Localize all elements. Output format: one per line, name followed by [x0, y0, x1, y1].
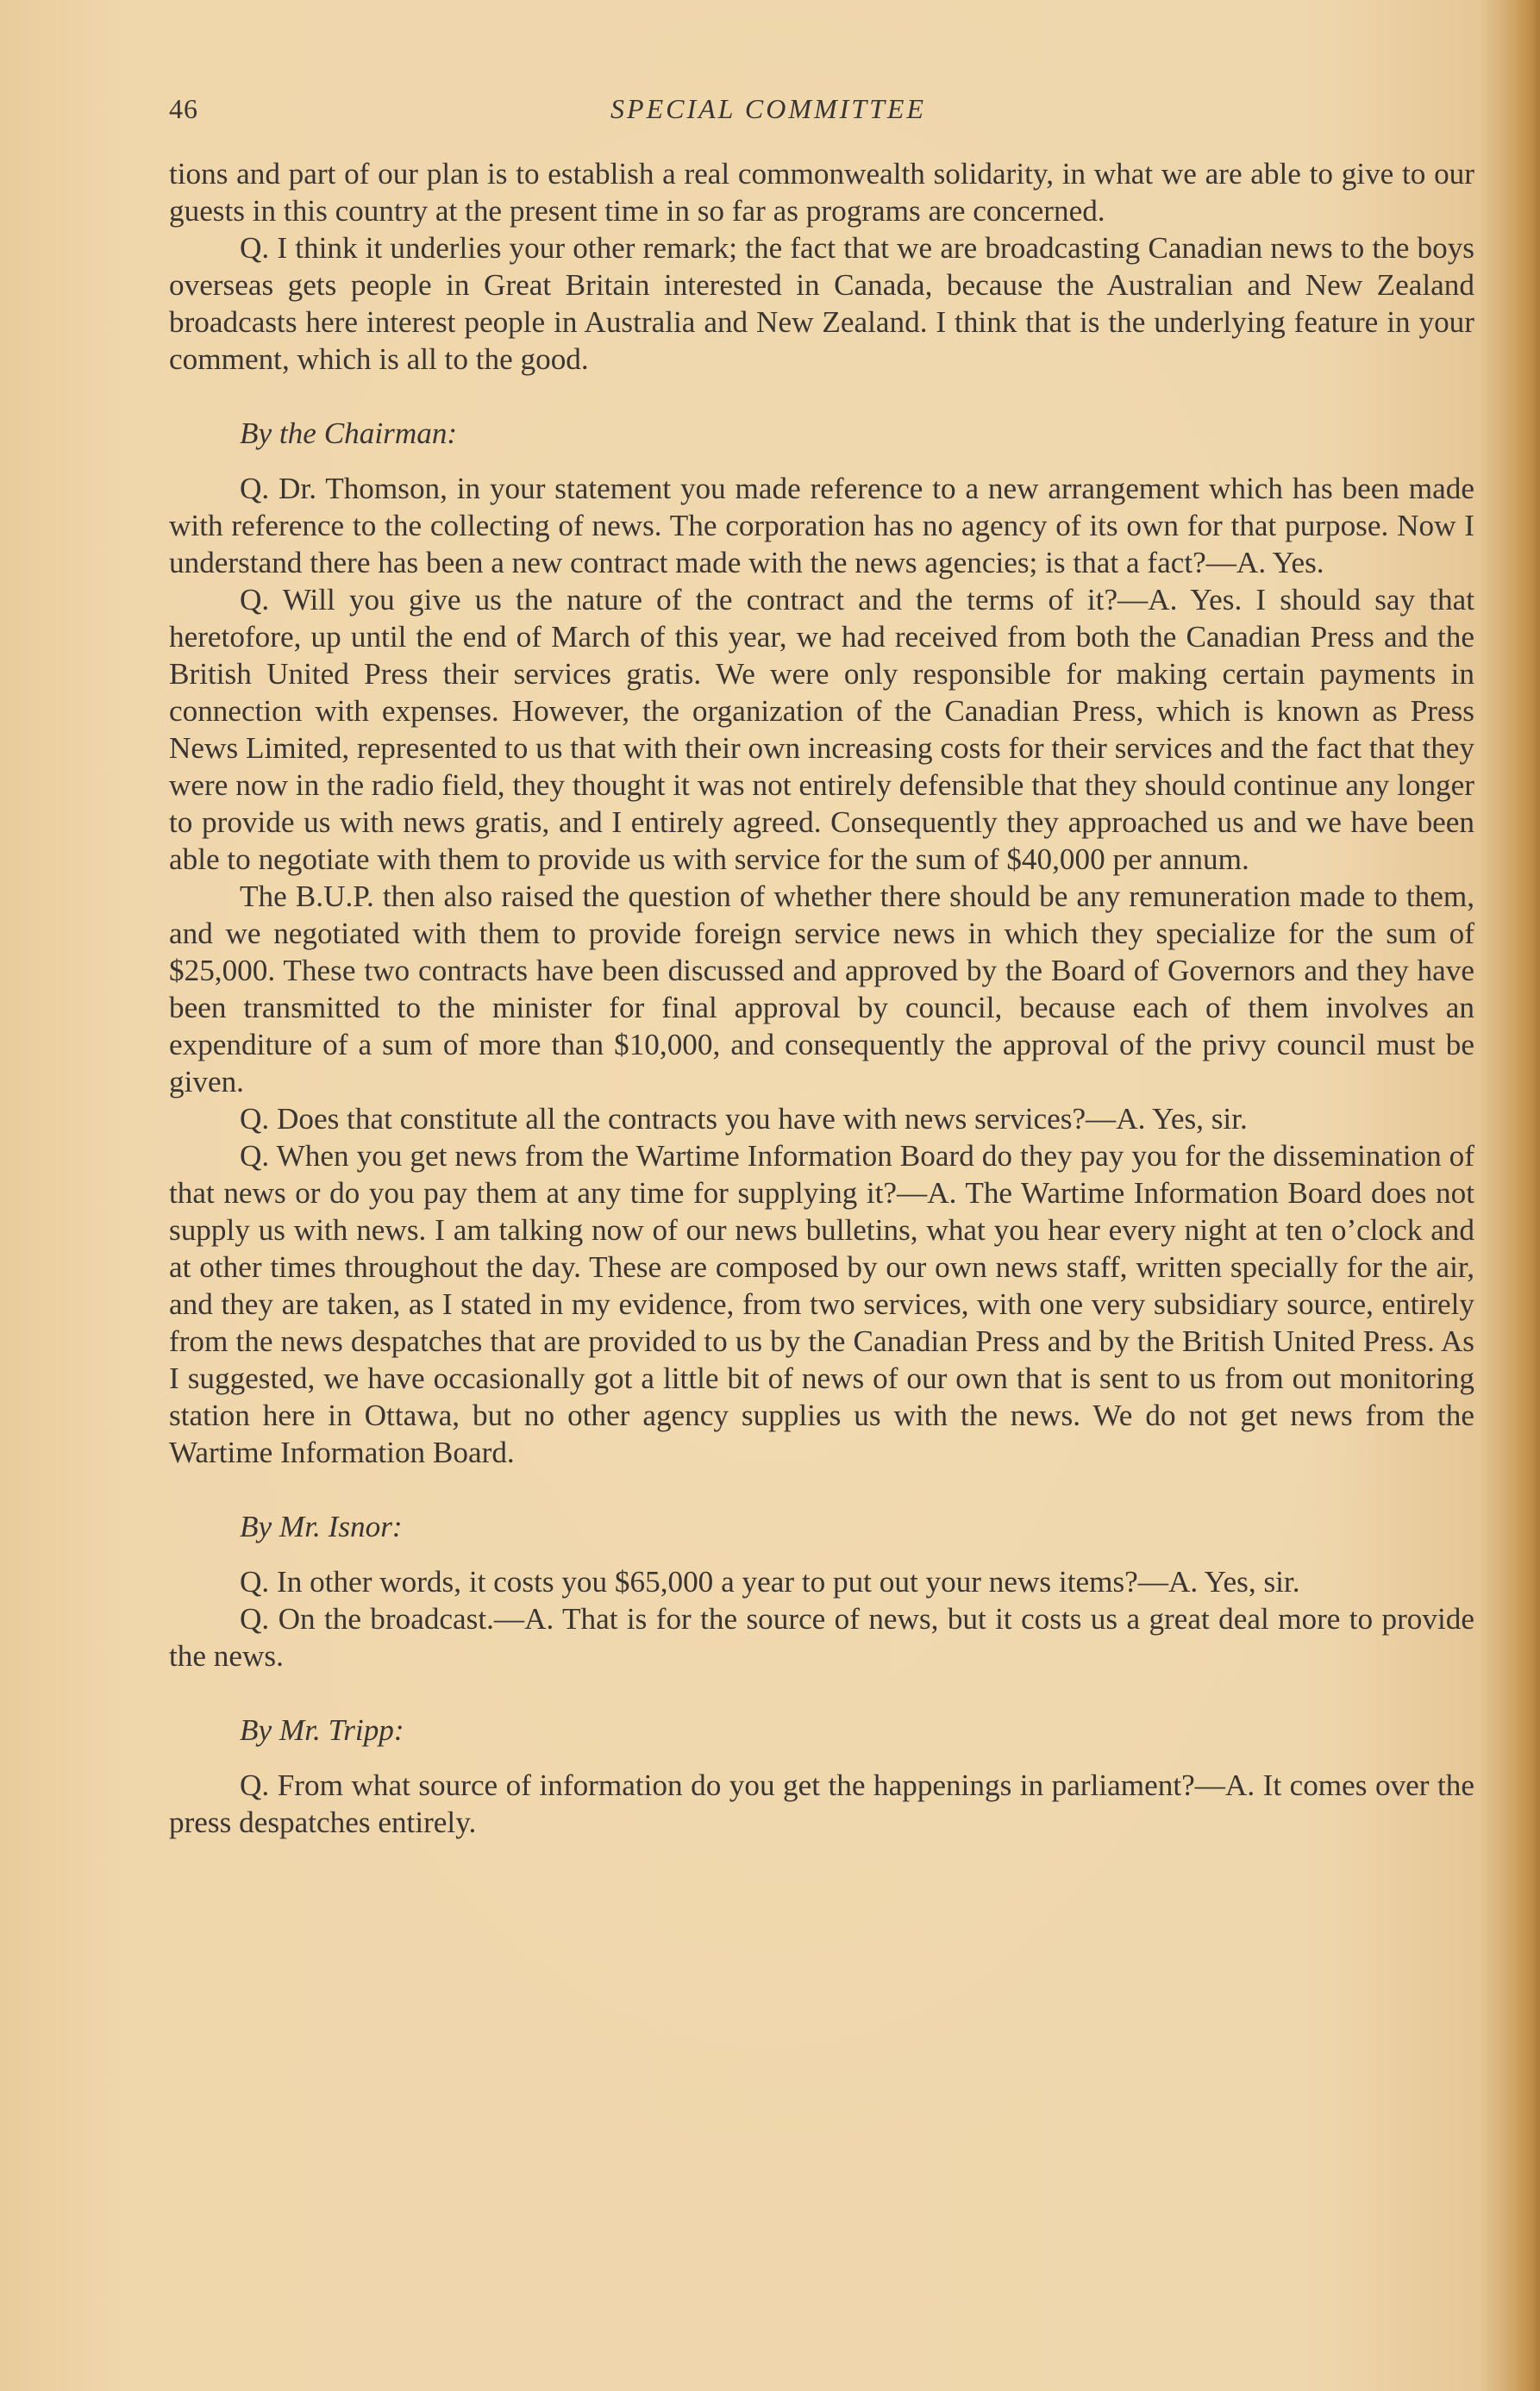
- speaker-heading: By the Chairman:: [240, 416, 458, 450]
- page-body: [169, 155, 1474, 1841]
- page-edge-shading: [1516, 0, 1540, 2391]
- speaker-heading: By Mr. Tripp:: [240, 1713, 404, 1747]
- paragraph: The B.U.P. then also raised the question of whether there should be any remuneration made to them, and we negotiated with them to provide foreign service news in which they specialize for the sum of $25,000. These two contracts have been discussed and approved by the Board of Governors and they have been transmitted to the minister for final approval by council, because each of them involves an expenditure of a sum of more than $10,000, and consequently the approval of the privy council must be given.: [169, 879, 1474, 1098]
- paragraph: Q. Does that constitute all the contracts you have with news services?—A. Yes, sir.: [240, 1102, 1248, 1136]
- paragraph: Q. From what source of information do you get the happenings in parliament?—A. It comes over the press despatches entirely.: [169, 1768, 1474, 1839]
- page-number: 46: [169, 93, 198, 124]
- running-head: SPECIAL COMMITTEE: [610, 93, 926, 124]
- paragraph: tions and part of our plan is to establish a real commonwealth solidarity, in what we are able to give to our guests in this country at the present time in so far as programs are concerned.: [169, 157, 1474, 228]
- page-header: [169, 93, 1488, 131]
- paragraph: Q. On the broadcast.—A. That is for the source of news, but it costs us a great deal more to provide the news.: [169, 1602, 1474, 1673]
- speaker-heading: By Mr. Isnor:: [240, 1510, 403, 1543]
- paragraph: Q. When you get news from the Wartime Information Board do they pay you for the dissemination of that news or do you pay them at any time for supplying it?—A. The Wartime Information Board does not supply us with news. I am talking now of our news bulletins, what you hear every night at ten o’clock and at other times throughout the day. These are composed by our own news staff, written specially for the air, and they are taken, as I stated in my evidence, from two services, with one very subsidiary source, entirely from the news despatches that are provided to us by the Canadian Press and by the British United Press. As I suggested, we have occasionally got a little bit of news of our own that is sent to us from out monitoring station here in Ottawa, but no other agency supplies us with the news. We do not get news from the Wartime Information Board.: [169, 1139, 1474, 1469]
- paragraph: Q. Dr. Thomson, in your statement you made reference to a new arrangement which has been made with reference to the collecting of news. The corporation has no agency of its own for that purpose. Now I understand there has been a new contract made with the news agencies; is that a fact?—A. Yes.: [169, 472, 1474, 579]
- paragraph: Q. In other words, it costs you $65,000 a year to put out your news items?—A. Yes, sir.: [240, 1565, 1300, 1599]
- paragraph: Q. Will you give us the nature of the contract and the terms of it?—A. Yes. I should say that heretofore, up until the end of March of this year, we had received from both the Canadian Press and the British United Press their services gratis. We were only responsible for making certain payments in connection with expenses. However, the organization of the Canadian Press, which is known as Press News Limited, represented to us that with their own increasing costs for their services and the fact that they were now in the radio field, they thought it was not entirely defensible that they should continue any longer to provide us with news gratis, and I entirely agreed. Consequently they approached us and we have been able to negotiate with them to provide us with service for the sum of $40,000 per annum.: [169, 583, 1474, 876]
- paragraph: Q. I think it underlies your other remark; the fact that we are broadcasting Canadian news to the boys overseas gets people in Great Britain interested in Canada, because the Australian and New Zealand broadcasts here interest people in Australia and New Zealand. I think that is the underlying feature in your comment, which is all to the good.: [169, 231, 1474, 376]
